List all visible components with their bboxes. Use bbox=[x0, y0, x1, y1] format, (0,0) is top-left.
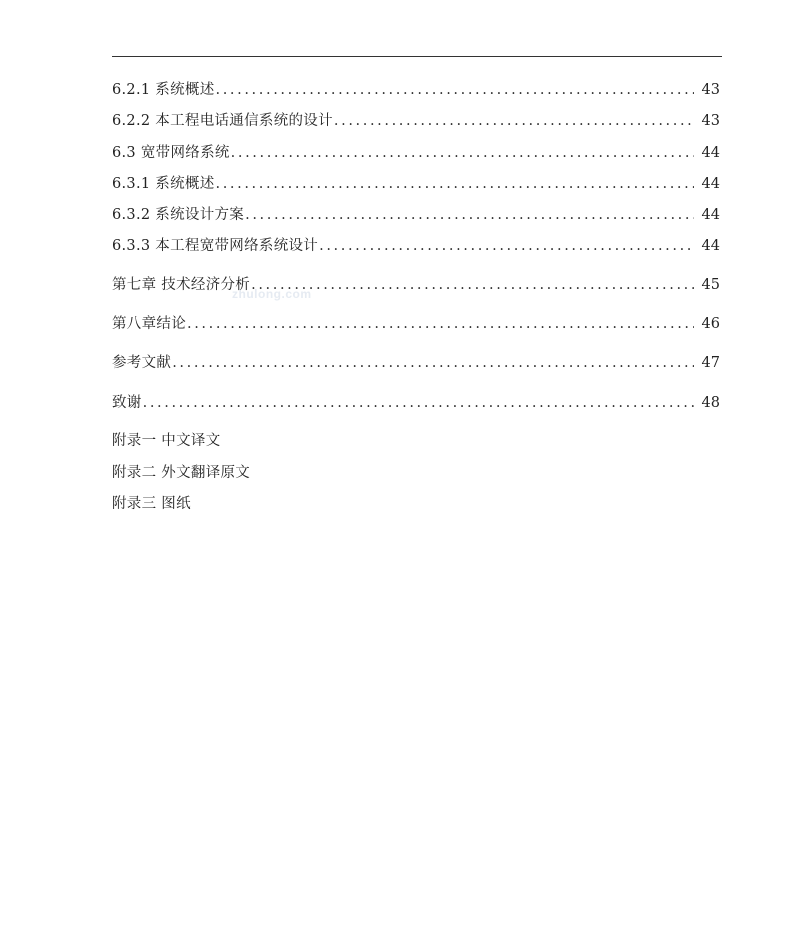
toc-leader-dots bbox=[231, 143, 694, 163]
toc-entry-title: 6.3 宽带网络系统 bbox=[112, 145, 230, 161]
toc-leader-dots bbox=[172, 353, 694, 373]
toc-entry-page: 43 bbox=[701, 113, 720, 129]
toc-entry-title: 6.3.2 系统设计方案 bbox=[112, 207, 245, 223]
toc-entry-chapter[interactable] bbox=[112, 393, 720, 413]
toc-entry-page: 44 bbox=[701, 207, 720, 223]
toc-entry-title: 6.3.1 系统概述 bbox=[112, 176, 215, 192]
toc-entry-title: 6.3.3 本工程宽带网络系统设计 bbox=[112, 238, 319, 254]
toc-entry-title: 参考文献 bbox=[112, 355, 172, 371]
appendix-entry[interactable]: 附录二 外文翻译原文 bbox=[112, 465, 251, 481]
toc-entry[interactable] bbox=[112, 111, 720, 131]
toc-entry-title: 致谢 bbox=[112, 395, 142, 411]
toc-leader-dots bbox=[187, 314, 694, 334]
toc-entry-title: 第七章 技术经济分析 bbox=[112, 277, 251, 293]
toc-entry-page: 47 bbox=[701, 355, 720, 371]
header-rule bbox=[112, 56, 722, 57]
toc-entry[interactable] bbox=[112, 143, 720, 163]
toc-entry[interactable] bbox=[112, 80, 720, 100]
toc-entry-page: 44 bbox=[701, 238, 720, 254]
toc-entry-title: 第八章结论 bbox=[112, 316, 186, 332]
toc-entry-page: 45 bbox=[701, 277, 720, 293]
toc-entry-chapter[interactable] bbox=[112, 275, 720, 295]
toc-leader-dots bbox=[251, 275, 694, 295]
toc-entry-title: 6.2.2 本工程电话通信系统的设计 bbox=[112, 113, 333, 129]
toc-leader-dots bbox=[319, 236, 694, 256]
toc-entry-page: 43 bbox=[701, 82, 720, 98]
toc-leader-dots bbox=[143, 393, 694, 413]
toc-leader-dots bbox=[216, 174, 694, 194]
appendix-entry[interactable]: 附录一 中文译文 bbox=[112, 433, 221, 449]
toc-entry-page: 44 bbox=[701, 145, 720, 161]
toc-leader-dots bbox=[334, 111, 694, 131]
toc-entry-page: 48 bbox=[701, 395, 720, 411]
toc-leader-dots bbox=[216, 80, 694, 100]
toc-leader-dots bbox=[245, 205, 694, 225]
toc-entry[interactable] bbox=[112, 205, 720, 225]
toc-entry-title: 6.2.1 系统概述 bbox=[112, 82, 215, 98]
toc-entry-chapter[interactable] bbox=[112, 353, 720, 373]
toc-entry-page: 46 bbox=[701, 316, 720, 332]
toc-entry-page: 44 bbox=[701, 176, 720, 192]
appendix-entry[interactable]: 附录三 图纸 bbox=[112, 496, 191, 512]
toc-entry[interactable] bbox=[112, 174, 720, 194]
toc-entry[interactable] bbox=[112, 236, 720, 256]
toc-entry-chapter[interactable] bbox=[112, 314, 720, 334]
watermark: zhulong.com bbox=[232, 287, 312, 301]
